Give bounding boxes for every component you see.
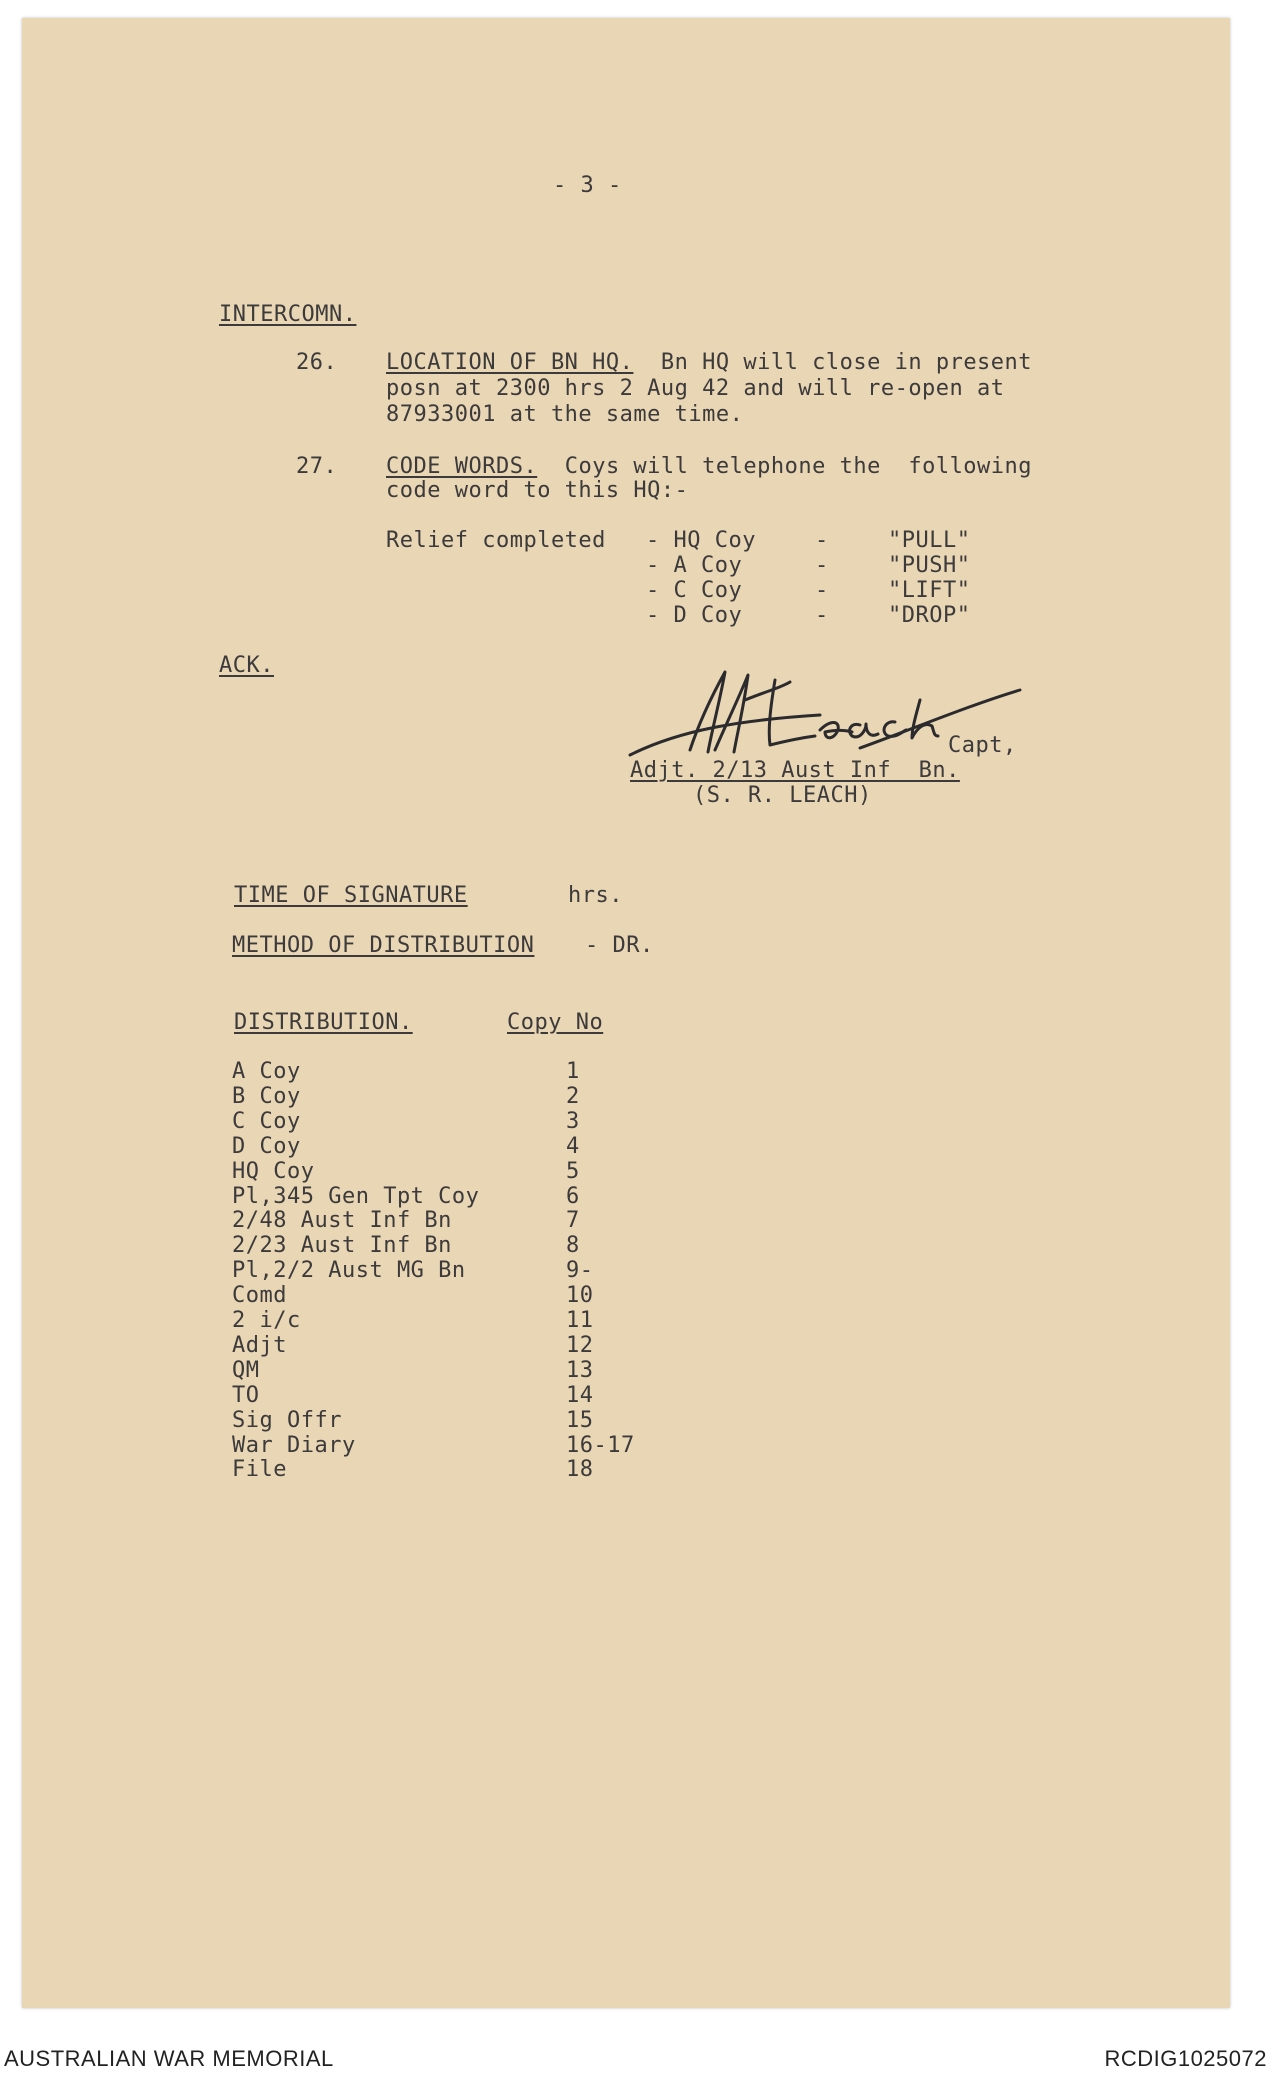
distribution-recipient: 2/48 Aust Inf Bn [232, 1208, 452, 1234]
para-number: 27. [296, 454, 338, 479]
distribution-recipient: C Coy [232, 1108, 301, 1134]
para-title: CODE WORDS. [386, 454, 538, 479]
distribution-copy-number: 8 [566, 1233, 580, 1259]
relief-coy: - A Coy [646, 553, 743, 578]
relief-word: "PUSH" [888, 553, 971, 578]
para-text: Coys will telephone the following [564, 454, 1033, 479]
relief-dash: - [815, 528, 829, 553]
para-text: Bn HQ will close in present [660, 350, 1033, 375]
distribution-recipient: Adjt [232, 1332, 287, 1358]
para-line: posn at 2300 hrs 2 Aug 42 and will re-open at [386, 376, 1005, 401]
relief-coy: - HQ Coy [646, 528, 756, 553]
distribution-recipient: Comd [232, 1283, 287, 1309]
method-of-distribution-value: - DR. [585, 933, 654, 958]
distribution-copy-number: 18 [566, 1457, 594, 1483]
time-of-signature-label: TIME OF SIGNATURE [234, 883, 468, 908]
relief-dash: - [815, 553, 829, 578]
section-heading: INTERCOMN. [219, 302, 357, 327]
relief-coy: - C Coy [646, 578, 743, 603]
relief-coy: - D Coy [646, 603, 743, 628]
para-number: 26. [296, 350, 338, 375]
distribution-copy-number: 6 [566, 1183, 580, 1209]
document-page [22, 18, 1230, 2008]
relief-word: "PULL" [888, 528, 971, 553]
time-of-signature-value: hrs. [568, 883, 623, 908]
distribution-copy-number: 13 [566, 1357, 594, 1383]
distribution-recipient: 2/23 Aust Inf Bn [232, 1233, 452, 1259]
signatory-rank: Capt, [948, 733, 1017, 758]
relief-dash: - [815, 603, 829, 628]
page-number: - 3 - [553, 173, 622, 198]
distribution-recipient: B Coy [232, 1083, 301, 1109]
footer-institution: AUSTRALIAN WAR MEMORIAL [4, 2046, 334, 2071]
distribution-copy-number: 16-17 [566, 1432, 635, 1458]
distribution-recipient: QM [232, 1357, 260, 1383]
distribution-recipient: 2 i/c [232, 1308, 301, 1333]
para-line: code word to this HQ:- [386, 478, 689, 503]
copy-no-heading: Copy No [507, 1010, 604, 1035]
distribution-recipient: Pl,345 Gen Tpt Coy [232, 1183, 480, 1209]
distribution-copy-number: 2 [566, 1083, 580, 1109]
distribution-copy-number: 11 [566, 1308, 594, 1333]
para-line [386, 454, 1032, 479]
distribution-copy-number: 1 [566, 1059, 580, 1084]
distribution-recipient: Pl,2/2 Aust MG Bn [232, 1258, 466, 1284]
distribution-copy-number: 4 [566, 1133, 580, 1159]
distribution-copy-number: 7 [566, 1208, 580, 1234]
distribution-copy-number: 12 [566, 1332, 594, 1358]
relief-dash: - [815, 578, 829, 603]
distribution-recipient: War Diary [232, 1432, 356, 1458]
footer-reference: RCDIG1025072 [1104, 2046, 1267, 2071]
distribution-copy-number: 15 [566, 1407, 594, 1433]
ack-label: ACK. [219, 653, 274, 678]
para-line [386, 350, 1032, 375]
relief-word: "LIFT" [888, 578, 971, 603]
distribution-recipient: TO [232, 1382, 260, 1408]
distribution-recipient: A Coy [232, 1059, 301, 1084]
distribution-copy-number: 9- [566, 1258, 594, 1284]
distribution-copy-number: 14 [566, 1382, 594, 1408]
distribution-recipient: HQ Coy [232, 1158, 315, 1184]
para-title: LOCATION OF BN HQ. [386, 350, 634, 375]
distribution-recipient: D Coy [232, 1133, 301, 1159]
distribution-copy-number: 5 [566, 1158, 580, 1184]
signatory-appointment: Adjt. 2/13 Aust Inf Bn. [630, 758, 960, 783]
distribution-recipient: File [232, 1457, 287, 1483]
distribution-copy-number: 3 [566, 1108, 580, 1134]
relief-label: Relief completed [386, 528, 606, 553]
distribution-heading: DISTRIBUTION. [234, 1010, 413, 1035]
relief-word: "DROP" [888, 603, 971, 628]
para-line: 87933001 at the same time. [386, 402, 744, 427]
signatory-name: (S. R. LEACH) [693, 783, 872, 808]
distribution-copy-number: 10 [566, 1283, 594, 1309]
distribution-recipient: Sig Offr [232, 1407, 342, 1433]
method-of-distribution-label: METHOD OF DISTRIBUTION [232, 933, 535, 958]
